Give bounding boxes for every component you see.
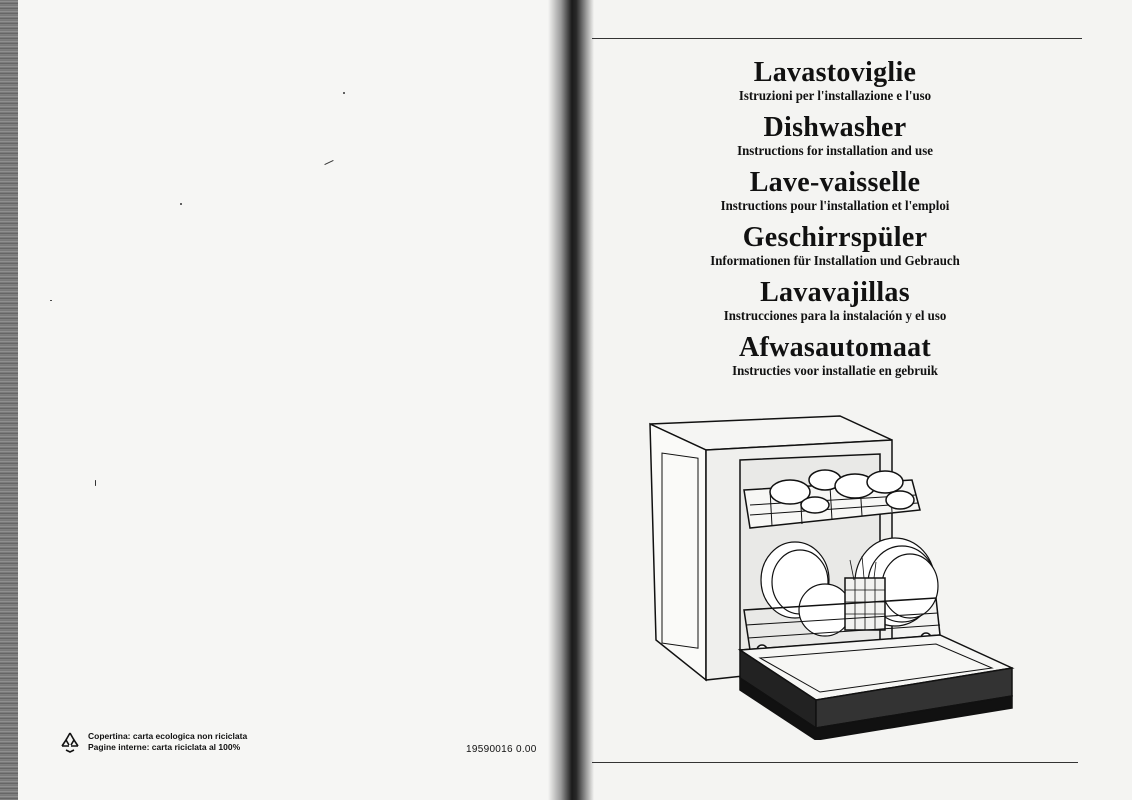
paper-note bbox=[88, 731, 247, 753]
heading-spanish: Lavavajillas bbox=[760, 277, 910, 308]
speck bbox=[50, 300, 52, 301]
speck bbox=[343, 92, 345, 94]
title-block-de bbox=[640, 223, 1030, 270]
heading-english: Dishwasher bbox=[763, 112, 907, 143]
subtitle-dutch: Instructies voor installatie en gebruik bbox=[732, 364, 938, 379]
heading-french: Lave-vaisselle bbox=[749, 167, 921, 198]
subtitle-spanish: Instrucciones para la instalación y el uso bbox=[723, 309, 947, 324]
subtitle-english: Instructions for installation and use bbox=[737, 144, 933, 159]
bottom-rule bbox=[592, 762, 1078, 763]
document-code: 19590016 0.00 bbox=[466, 744, 537, 755]
dishwasher-illustration bbox=[640, 410, 1020, 740]
paper-note-inner: Pagine interne: carta riciclata al 100% bbox=[88, 742, 241, 752]
page-edge-shadow bbox=[0, 0, 18, 800]
book-spine bbox=[548, 0, 594, 800]
title-list bbox=[640, 58, 1030, 388]
title-block-fr bbox=[640, 168, 1030, 215]
subtitle-german: Informationen für Installation und Gebrauch bbox=[710, 254, 960, 269]
heading-german: Geschirrspüler bbox=[742, 222, 928, 253]
speck bbox=[180, 203, 182, 205]
title-block-es bbox=[640, 278, 1030, 325]
title-block-nl bbox=[640, 333, 1030, 380]
paper-note-cover: Copertina: carta ecologica non riciclata bbox=[88, 731, 248, 741]
subtitle-french: Instructions pour l'installation et l'emploi bbox=[720, 199, 950, 214]
top-rule bbox=[592, 38, 1082, 39]
recycle-icon bbox=[58, 730, 82, 754]
speck bbox=[95, 480, 96, 486]
heading-italian: Lavastoviglie bbox=[753, 57, 917, 88]
heading-dutch: Afwasautomaat bbox=[738, 332, 932, 363]
title-block-it bbox=[640, 58, 1030, 105]
title-block-en bbox=[640, 113, 1030, 160]
subtitle-italian: Istruzioni per l'installazione e l'uso bbox=[738, 89, 932, 104]
